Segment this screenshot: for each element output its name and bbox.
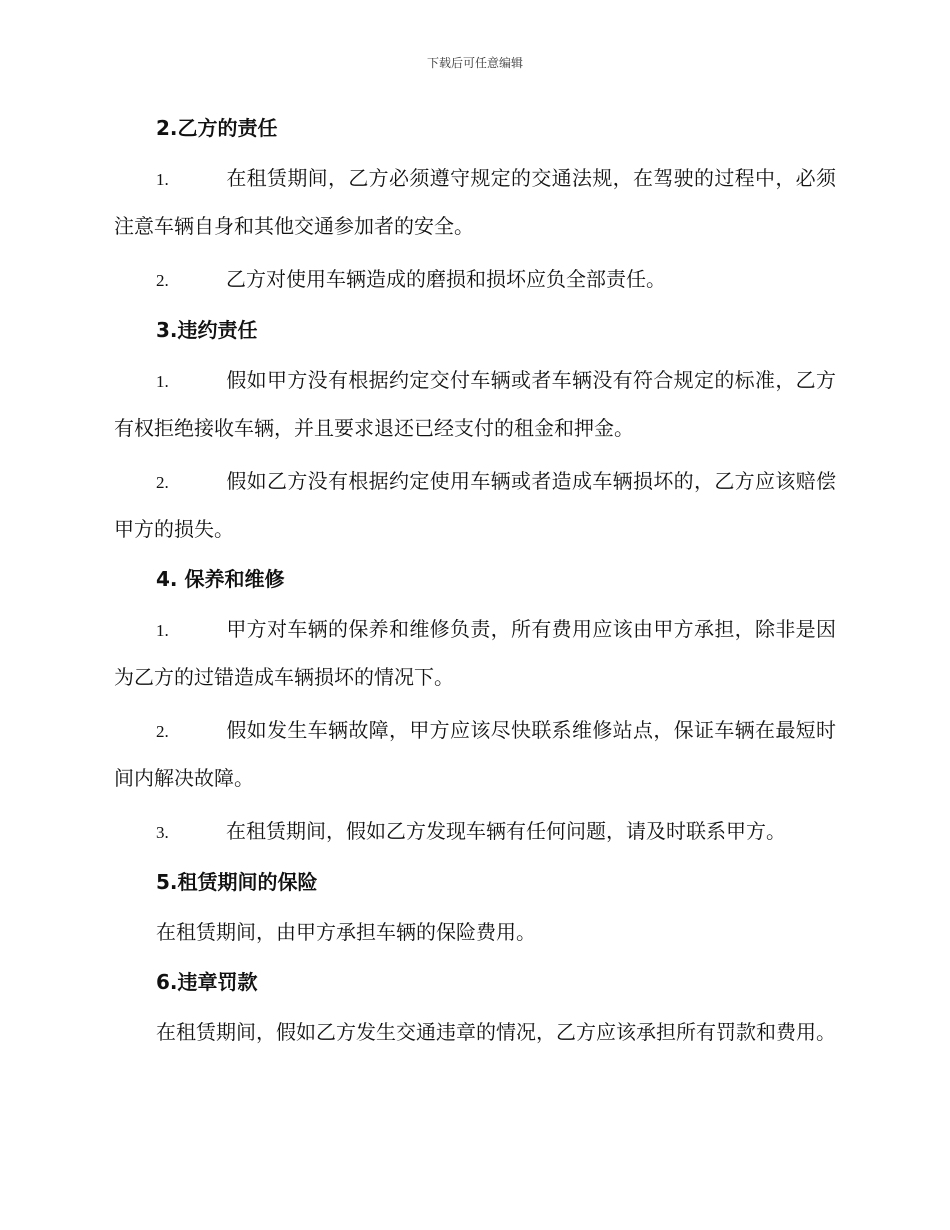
section-maintenance <box>114 559 836 856</box>
page-header: 下载后可任意编辑 <box>426 56 523 70</box>
list-item <box>114 458 836 553</box>
section-heading: 4. 保养和维修 <box>156 567 285 591</box>
item-text: 假如乙方没有根据约定使用车辆或者造成车辆损坏的，乙方应该赔偿甲方的损失。 <box>114 469 836 541</box>
section-responsibility <box>114 108 836 304</box>
section-breach <box>114 310 836 553</box>
item-text: 甲方对车辆的保养和维修负责，所有费用应该由甲方承担，除非是因为乙方的过错造成车辆损坏的情况下。 <box>114 617 836 689</box>
item-number: 1. <box>156 621 169 640</box>
item-text: 乙方对使用车辆造成的磨损和损坏应负全部责任。 <box>226 267 666 291</box>
list-item <box>114 606 836 701</box>
item-text: 在租赁期间，乙方必须遵守规定的交通法规，在驾驶的过程中，必须注意车辆自身和其他交通参加者的安全。 <box>114 166 836 238</box>
list-item <box>114 808 836 856</box>
section-insurance <box>114 862 836 956</box>
document-body <box>114 108 836 1056</box>
item-number: 1. <box>156 170 169 189</box>
item-text: 在租赁期间，假如乙方发现车辆有任何问题，请及时联系甲方。 <box>226 819 786 843</box>
list-item <box>114 707 836 802</box>
section-paragraph: 在租赁期间，假如乙方发生交通违章的情况，乙方应该承担所有罚款和费用。 <box>156 1020 836 1044</box>
list-item <box>114 357 836 452</box>
section-heading: 6.违章罚款 <box>156 970 258 994</box>
section-paragraph: 在租赁期间，由甲方承担车辆的保险费用。 <box>156 920 536 944</box>
section-heading: 5.租赁期间的保险 <box>156 870 318 894</box>
item-number: 2. <box>156 722 169 741</box>
item-text: 假如甲方没有根据约定交付车辆或者车辆没有符合规定的标准，乙方有权拒绝接收车辆，并且要求退还已经支付的租金和押金。 <box>114 368 836 440</box>
item-number: 3. <box>156 823 169 842</box>
section-heading: 2.乙方的责任 <box>156 116 278 140</box>
item-number: 1. <box>156 372 169 391</box>
list-item <box>114 256 836 304</box>
list-item <box>114 155 836 250</box>
item-number: 2. <box>156 271 169 290</box>
item-number: 2. <box>156 473 169 492</box>
item-text: 假如发生车辆故障，甲方应该尽快联系维修站点，保证车辆在最短时间内解决故障。 <box>114 718 836 790</box>
section-heading: 3.违约责任 <box>156 318 258 342</box>
section-traffic-fines <box>114 962 836 1056</box>
